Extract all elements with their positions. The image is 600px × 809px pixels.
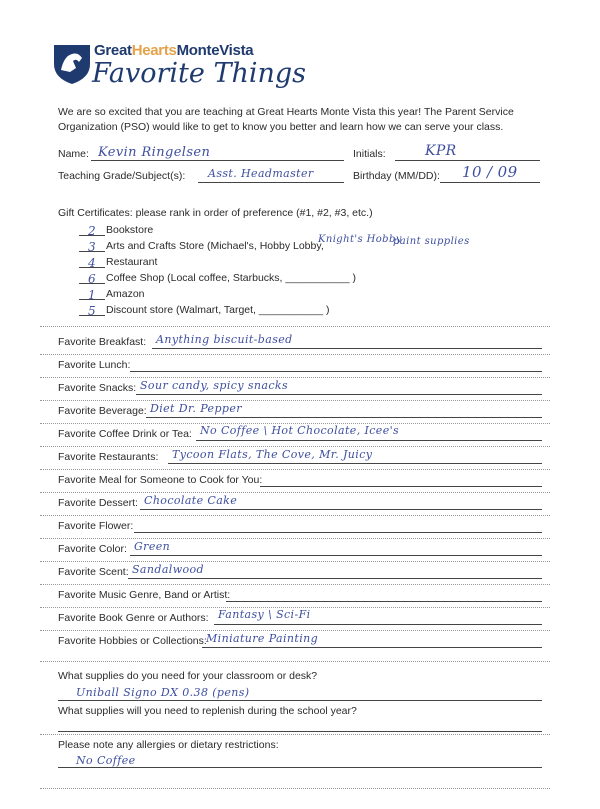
header	[52, 38, 352, 98]
name-label: Name:	[58, 148, 89, 160]
gift-rank: 2	[87, 224, 97, 238]
fav-value: No Coffee \ Hot Chocolate, Icee's	[200, 424, 400, 437]
gift-label: Amazon	[106, 288, 145, 300]
fav-label: Favorite Breakfast:	[58, 336, 147, 348]
fav-label: Favorite Flower:	[58, 520, 134, 532]
birthday-value: 10 / 09	[462, 163, 518, 181]
fav-value: Sandalwood	[132, 563, 204, 576]
fav-label: Favorite Music Genre, Band or Artist:	[58, 589, 231, 601]
birthday-label: Birthday (MM/DD):	[353, 170, 440, 182]
gift-label: Discount store (Walmart, Target, ___________ )	[106, 304, 330, 316]
gift-label: Restaurant	[106, 256, 158, 268]
logo-monte-vista: MonteVista	[176, 42, 254, 59]
initials-label: Initials:	[353, 148, 386, 160]
fav-label: Favorite Restaurants:	[58, 451, 159, 463]
gift-rank: 3	[87, 240, 97, 254]
fav-value: Green	[134, 540, 171, 553]
gift-rank: 4	[87, 256, 97, 270]
gift-label: Arts and Crafts Store (Michael's, Hobby Lobby,	[106, 240, 324, 252]
question-label: What supplies do you need for your classroom or desk?	[58, 670, 318, 682]
page-title: Favorite Things	[92, 58, 307, 89]
gift-rank: 1	[87, 288, 97, 302]
fav-value: Fantasy \ Sci-Fi	[218, 608, 311, 621]
fav-label: Favorite Beverage:	[58, 405, 147, 417]
gift-side-note: paint supplies	[393, 236, 470, 247]
question-label: Please note any allergies or dietary restrictions:	[58, 739, 279, 751]
logo-wordmark	[94, 42, 253, 59]
logo-hearts: Hearts	[131, 42, 177, 59]
fav-label: Favorite Meal for Someone to Cook for You:	[58, 474, 263, 486]
fav-label: Favorite Color:	[58, 543, 127, 555]
fav-label: Favorite Snacks:	[58, 382, 137, 394]
question-label: What supplies will you need to replenish during the school year?	[58, 705, 357, 717]
gift-label: Bookstore	[106, 224, 154, 236]
grade-value: Asst. Headmaster	[208, 167, 314, 180]
question-answer: No Coffee	[76, 754, 136, 767]
fav-value: Chocolate Cake	[144, 494, 238, 507]
crest-logo-icon	[52, 42, 92, 86]
gift-rank: 6	[87, 272, 97, 286]
fav-value: Sour candy, spicy snacks	[140, 379, 289, 392]
grade-label: Teaching Grade/Subject(s):	[58, 170, 186, 182]
gift-rank: 5	[87, 304, 97, 318]
name-value: Kevin Ringelsen	[98, 145, 211, 160]
fav-value: Anything biscuit-based	[156, 333, 293, 346]
fav-label: Favorite Dessert:	[58, 497, 138, 509]
intro-paragraph: We are so excited that you are teaching at Great Hearts Monte Vista this year! The Parent Service Organization (PSO) would like to get to know you better and learn how we can serve your class.	[58, 106, 514, 133]
fav-label: Favorite Coffee Drink or Tea:	[58, 428, 192, 440]
fav-value: Tycoon Flats, The Cove, Mr. Juicy	[172, 448, 373, 461]
fav-label: Favorite Book Genre or Authors:	[58, 612, 209, 624]
gift-label: Coffee Shop (Local coffee, Starbucks, ___________ )	[106, 272, 357, 284]
gift-note: Knight's Hobby	[318, 234, 402, 245]
gift-heading: Gift Certificates: please rank in order of preference (#1, #2, #3, etc.)	[58, 207, 373, 219]
initials-value: KPR	[425, 143, 457, 159]
fav-value: Diet Dr. Pepper	[150, 402, 242, 415]
fav-label: Favorite Hobbies or Collections:	[58, 635, 207, 647]
fav-label: Favorite Scent:	[58, 566, 129, 578]
question-answer: Uniball Signo DX 0.38 (pens)	[76, 686, 250, 699]
fav-value: Miniature Painting	[206, 632, 319, 645]
fav-label: Favorite Lunch:	[58, 359, 131, 371]
logo-great: Great	[94, 42, 132, 59]
